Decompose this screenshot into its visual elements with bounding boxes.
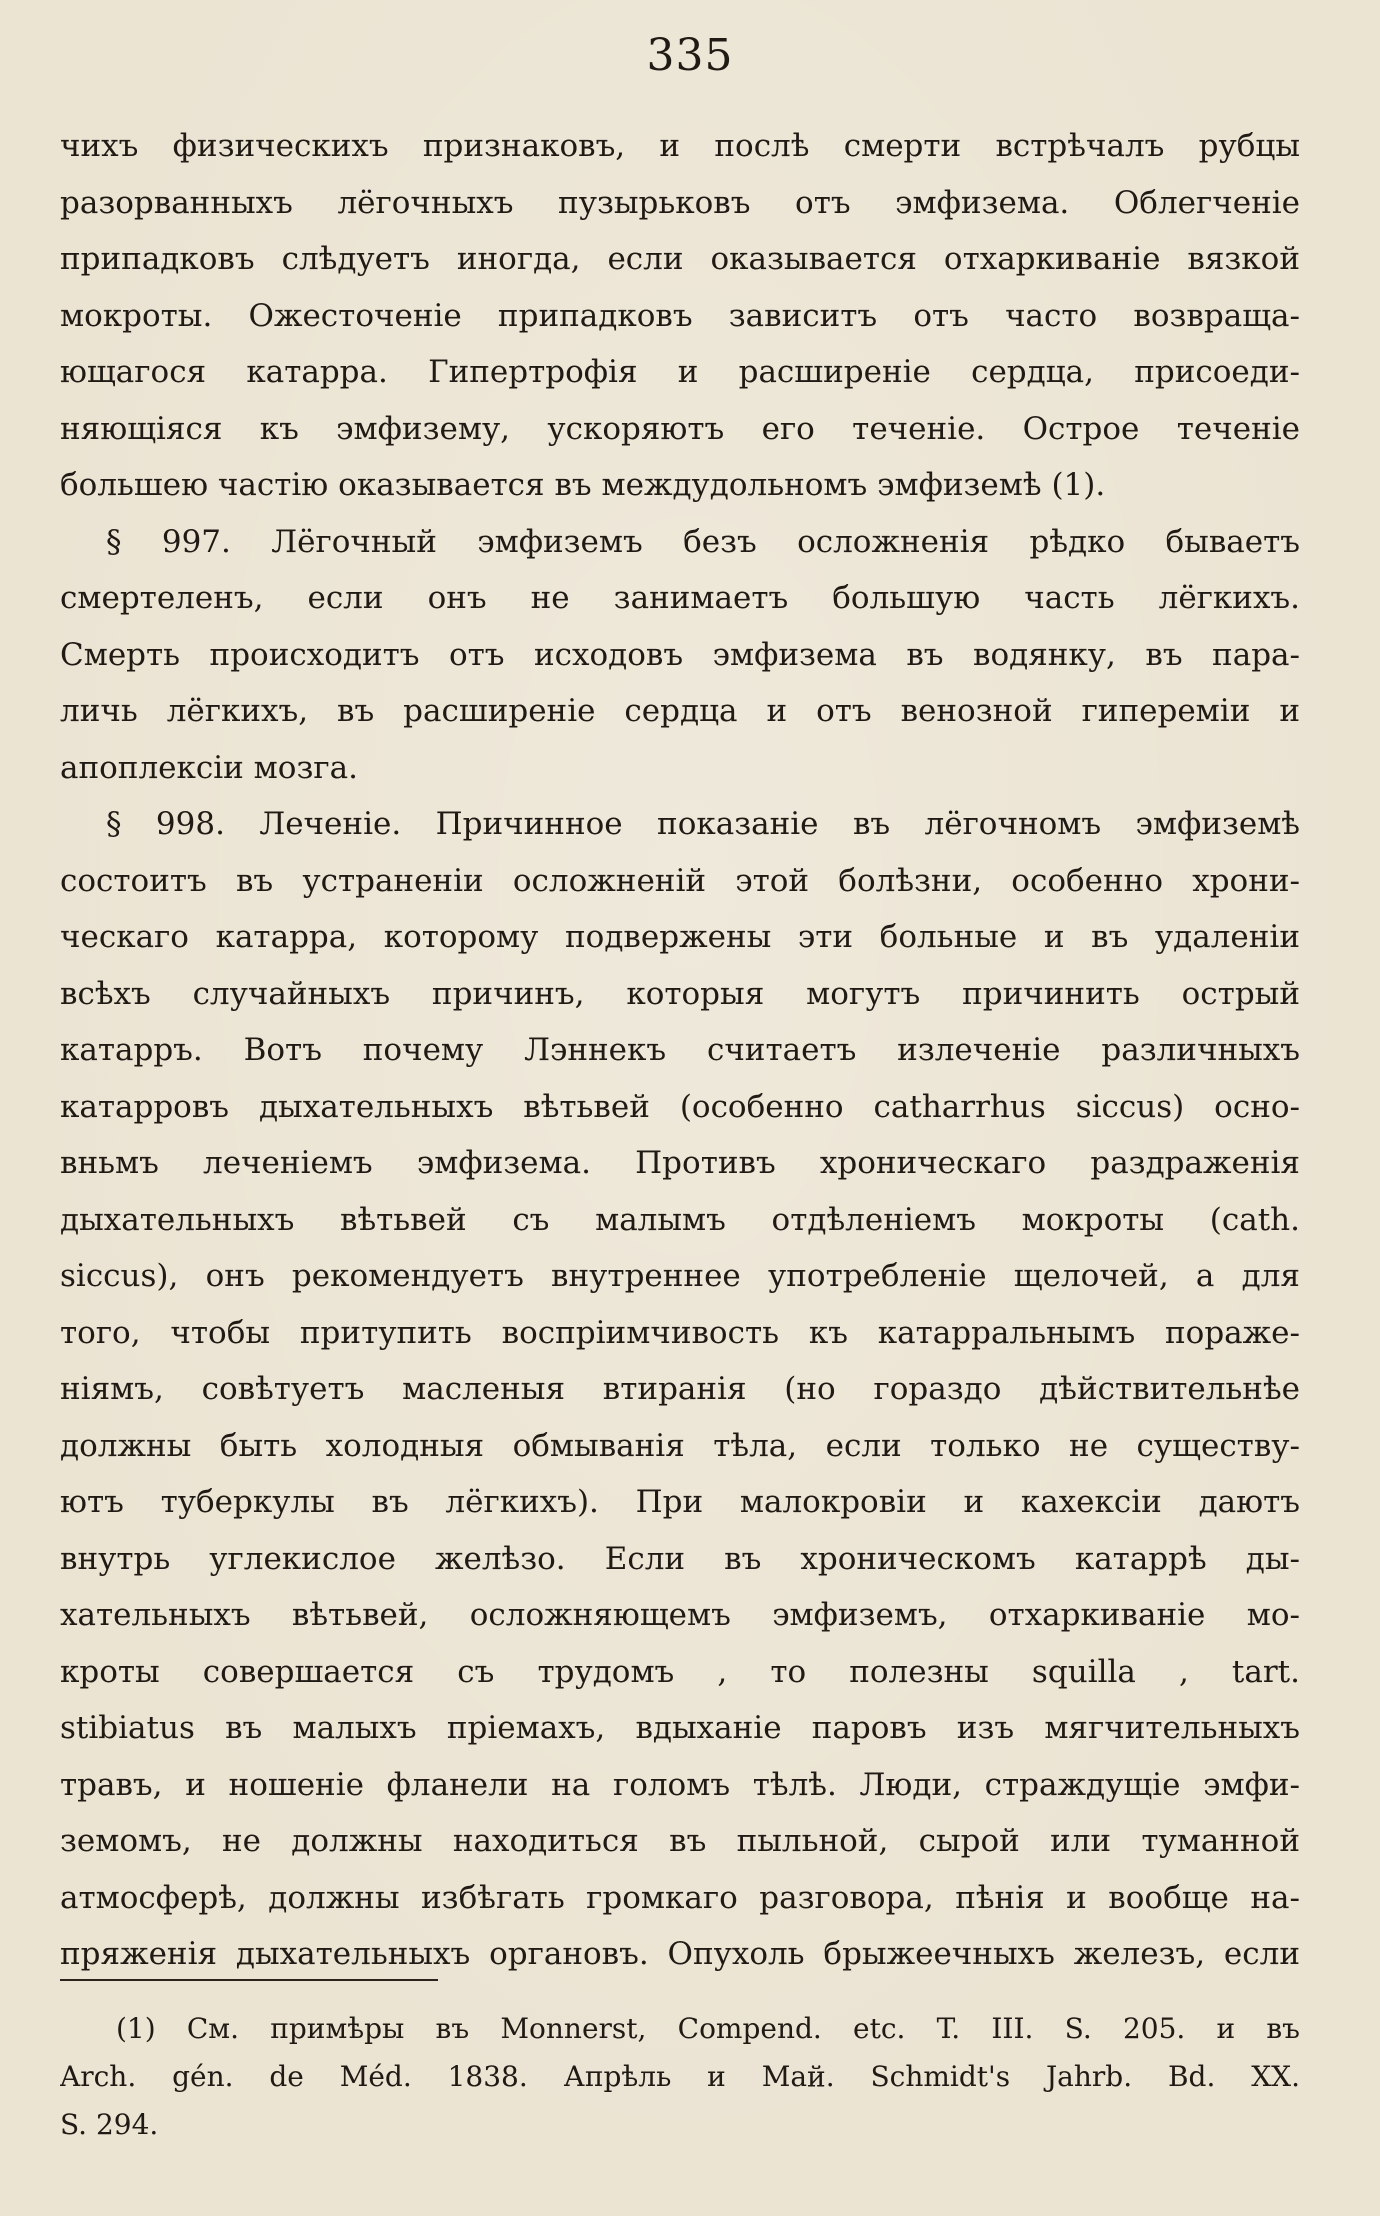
text-line: пряженія дыхательныхъ органовъ. Опухоль брыжеечныхъ железъ, если [60, 1936, 1300, 1972]
text-line: siccus), онъ рекомендуетъ внутреннее употребленіе щелочей, а для [60, 1258, 1300, 1294]
text-line: всѣхъ случайныхъ причинъ, которыя могутъ причинить острый [60, 975, 1300, 1012]
text-line: большею частію оказывается въ междудольномъ эмфиземѣ (1). [60, 467, 1106, 503]
text-line: атмосферѣ, должны избѣгать громкаго разговора, пѣнія и вообще на- [60, 1879, 1300, 1916]
text-line: апоплексіи мозга. [60, 749, 358, 786]
text-line: разорванныхъ лёгочныхъ пузырьковъ отъ эмфизема. Облегченіе [60, 184, 1300, 221]
text-line: внутрь углекислое желѣзо. Если въ хроническомъ катаррѣ ды- [60, 1540, 1300, 1577]
footnote-line: (1) См. примѣры въ Monnerst, Compend. etc. T. III. S. 205. и въ [116, 2012, 1300, 2045]
text-line: должны быть холодныя обмыванія тѣла, если только не существу- [60, 1427, 1300, 1464]
text-line: катарровъ дыхательныхъ вѣтьвей (особенно catharrhus siccus) осно- [60, 1088, 1300, 1125]
paragraph-998-start: § 998. Леченіе. Причинное показаніе въ лёгочномъ эмфиземѣ [106, 806, 1300, 842]
text-line: мокроты. Ожесточеніе припадковъ зависитъ отъ часто возвраща- [60, 297, 1300, 334]
page-number: 335 [646, 30, 734, 81]
footnote-divider [60, 1979, 438, 1981]
footnote [60, 2005, 1300, 2149]
text-line: земомъ, не должны находиться въ пыльной, сырой или туманной [60, 1823, 1300, 1859]
text-line: Смерть происходитъ отъ исходовъ эмфизема въ водянку, въ пара- [60, 636, 1300, 673]
text-line: вньмъ леченіемъ эмфизема. Противъ хроническаго раздраженія [60, 1145, 1300, 1181]
body-text [60, 118, 1300, 1983]
footnote-line: S. 294. [60, 2108, 159, 2141]
text-line: няющіяся къ эмфизему, ускоряютъ его теченіе. Острое теченіе [60, 410, 1300, 447]
text-line: stibiatus въ малыхъ пріемахъ, вдыханіе паровъ изъ мягчительныхъ [60, 1710, 1300, 1746]
text-line: ческаго катарра, которому подвержены эти больные и въ удаленіи [60, 919, 1300, 955]
paragraph-997-start: § 997. Лёгочный эмфиземъ безъ осложненія рѣдко бываетъ [106, 523, 1300, 560]
text-line: хательныхъ вѣтьвей, осложняющемъ эмфиземъ, отхаркиваніе мо- [60, 1597, 1300, 1633]
text-line: ютъ туберкулы въ лёгкихъ). При малокровіи и кахексіи даютъ [60, 1484, 1300, 1520]
text-line: припадковъ слѣдуетъ иногда, если оказывается отхаркиваніе вязкой [60, 241, 1300, 277]
text-line: дыхательныхъ вѣтьвей съ малымъ отдѣленіемъ мокроты (cath. [60, 1201, 1300, 1238]
text-line: катарръ. Вотъ почему Лэннекъ считаетъ излеченіе различныхъ [60, 1032, 1300, 1068]
text-line: кроты совершается съ трудомъ , то полезны squilla , tart. [60, 1653, 1300, 1690]
text-line: травъ, и ношеніе фланели на голомъ тѣлѣ. Люди, страждущіе эмфи- [60, 1766, 1300, 1803]
text-line: личь лёгкихъ, въ расширеніе сердца и отъ венозной гипереміи и [60, 693, 1300, 729]
footnote-line: Arch. gén. de Méd. 1838. Апрѣль и Май. Schmidt's Jahrb. Bd. XX. [60, 2060, 1300, 2093]
text-line: ющагося катарра. Гипертрофія и расширеніе сердца, присоеди- [60, 354, 1300, 390]
text-line: состоитъ въ устраненіи осложненій этой болѣзни, особенно хрони- [60, 862, 1300, 899]
text-line: чихъ физическихъ признаковъ, и послѣ смерти встрѣчалъ рубцы [60, 128, 1300, 164]
text-line: того, чтобы притупить воспріимчивость къ катарральнымъ пораже- [60, 1314, 1300, 1351]
text-line: смертеленъ, если онъ не занимаетъ большую часть лёгкихъ. [60, 580, 1300, 616]
text-line: ніямъ, совѣтуетъ масленыя втиранія (но гораздо дѣйствительнѣе [60, 1371, 1300, 1407]
